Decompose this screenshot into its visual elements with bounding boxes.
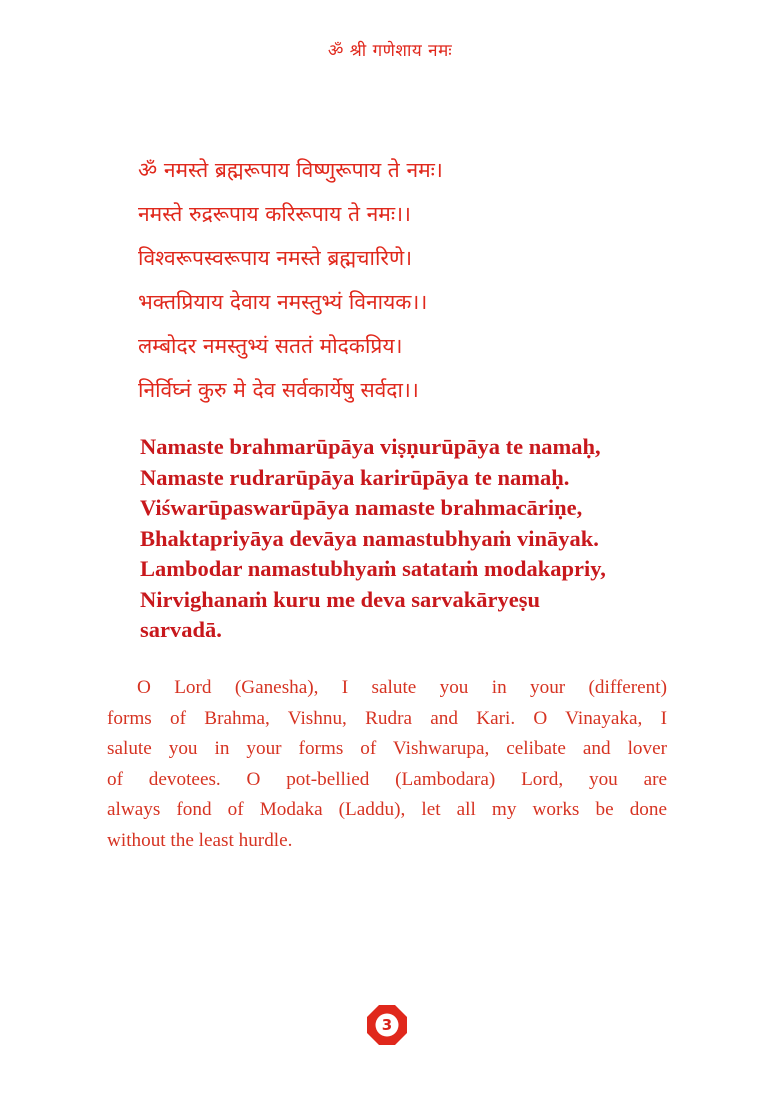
english-translation <box>107 673 667 856</box>
translation-line: of devotees. O pot-bellied (Lambodara) Lord, you are <box>107 768 667 790</box>
sanskrit-line: भक्तप्रियाय देवाय नमस्तुभ्यं विनायक।। <box>138 290 428 314</box>
sanskrit-verse <box>138 148 698 412</box>
sanskrit-line: ॐ नमस्ते ब्रह्मरूपाय विष्णुरूपाय ते नमः। <box>138 158 443 182</box>
transliteration-verse <box>140 432 740 646</box>
translation-line: O Lord (Ganesha), I salute you in your (different) <box>137 677 667 698</box>
transliteration-line: sarvadā. <box>140 617 222 642</box>
transliteration-line: Nirvighanaṁ kuru me deva sarvakāryeṣu <box>140 586 541 612</box>
transliteration-line: Bhaktapriyāya devāya namastubhyaṁ vināyak. <box>140 525 599 551</box>
sanskrit-line: विश्वरूपस्वरूपाय नमस्ते ब्रह्मचारिणे। <box>138 246 413 270</box>
page-number: 3 <box>381 1016 393 1034</box>
transliteration-line: Namaste brahmarūpāya viṣṇurūpāya te namaḥ, <box>140 434 601 459</box>
translation-line: always fond of Modaka (Laddu), let all my works be done <box>107 799 667 820</box>
transliteration-line: Viśwarūpaswarūpāya namaste brahmacāriṇe, <box>140 495 583 520</box>
page-header: ॐ श्री गणेशाय नमः <box>327 41 453 61</box>
transliteration-line: Namaste rudrarūpāya karirūpāya te namaḥ. <box>140 464 570 490</box>
translation-line: forms of Brahma, Vishnu, Rudra and Kari. O Vinayaka, I <box>107 707 667 729</box>
page-number-badge <box>366 1004 408 1046</box>
sanskrit-line: लम्बोदर नमस्तुभ्यं सततं मोदकप्रिय। <box>138 334 403 358</box>
translation-line: without the least hurdle. <box>107 829 293 851</box>
translation-line: salute you in your forms of Vishwarupa, celibate and lover <box>107 738 667 759</box>
sanskrit-line: निर्विघ्नं कुरु मे देव सर्वकार्येषु सर्वदा।। <box>138 378 419 402</box>
sanskrit-line: नमस्ते रुद्ररूपाय करिरूपाय ते नमः।। <box>138 202 411 226</box>
transliteration-line: Lambodar namastubhyaṁ satataṁ modakapriy, <box>140 556 606 581</box>
